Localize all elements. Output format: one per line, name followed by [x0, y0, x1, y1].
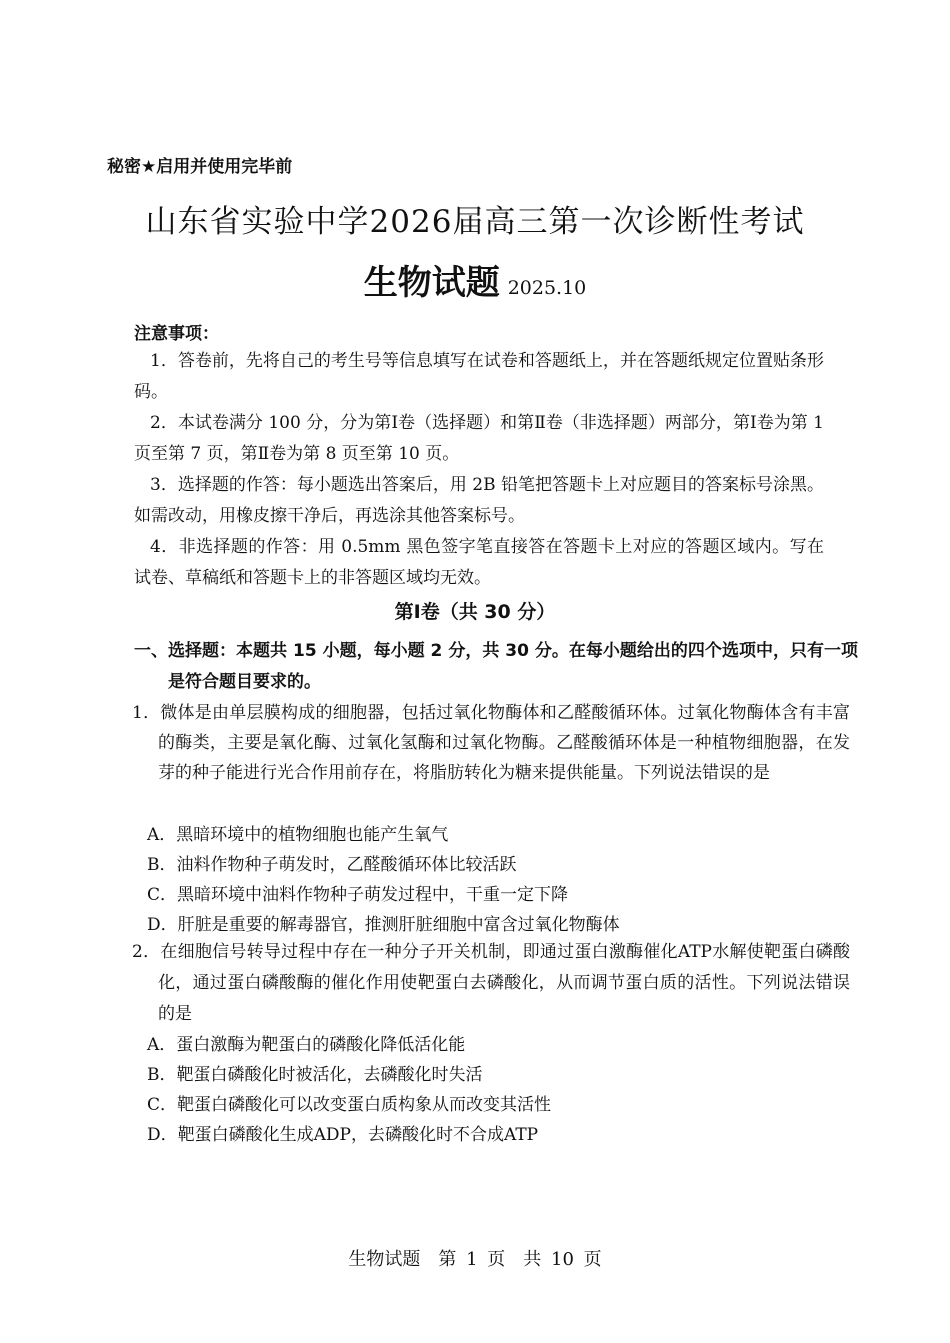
question-stem: 1．微体是由单层膜构成的细胞器，包括过氧化物酶体和乙醛酸循环体。过氧化物酶体含有丰富的酶类，主要是氧化酶、过氧化氢酶和过氧化物酶。乙醛酸循环体是一种植物细胞器，在发芽的种子能进行光合作用前存在，将脂肪转化为糖来提供能量。下列说法错误的是	[132, 703, 850, 783]
question-stem: 2．在细胞信号转导过程中存在一种分子开关机制，即通过蛋白激酶催化ATP水解使靶蛋白磷酸化，通过蛋白磷酸酶的催化作用使靶蛋白去磷酸化，从而调节蛋白质的活性。下列说法错误的是	[132, 942, 850, 1024]
question-option: B．油料作物种子萌发时，乙醛酸循环体比较活跃	[147, 855, 517, 875]
question-option: D．肝脏是重要的解毒器官，推测肝脏细胞中富含过氧化物酶体	[147, 915, 620, 935]
question-option: D．靶蛋白磷酸化生成ADP，去磷酸化时不合成ATP	[147, 1125, 539, 1145]
question-option: A．蛋白激酶为靶蛋白的磷酸化降低活化能	[147, 1035, 466, 1055]
note-item: 2．本试卷满分 100 分，分为第Ⅰ卷（选择题）和第Ⅱ卷（非选择题）两部分，第Ⅰ卷为第 1 页至第 7 页，第Ⅱ卷为第 8 页至第 10 页。	[134, 413, 824, 464]
exam-date: 2025.10	[507, 277, 587, 299]
subject-heading	[0, 255, 950, 304]
page-footer: 生物试题 第 1 页 共 10 页	[348, 1249, 602, 1270]
note-item: 3．选择题的作答：每小题选出答案后，用 2B 铅笔把答题卡上对应题目的答案标号涂黑。如需改动，用橡皮擦干净后，再选涂其他答案标号。	[134, 475, 824, 526]
question-option: C．靶蛋白磷酸化可以改变蛋白质构象从而改变其活性	[147, 1095, 552, 1115]
confidential-label: 秘密★启用并使用完毕前	[107, 157, 293, 177]
question-option: C．黑暗环境中油料作物种子萌发过程中，干重一定下降	[147, 885, 569, 905]
exam-title: 山东省实验中学2026届高三第一次诊断性考试	[145, 204, 805, 240]
question-option: B．靶蛋白磷酸化时被活化，去磷酸化时失活	[147, 1065, 483, 1085]
question-option: A．黑暗环境中的植物细胞也能产生氧气	[147, 825, 449, 845]
note-item: 4．非选择题的作答：用 0.5mm 黑色签字笔直接答在答题卡上对应的答题区域内。写在试卷、草稿纸和答题卡上的非答题区域均无效。	[134, 537, 824, 588]
part-title: 第Ⅰ卷（共 30 分）	[394, 601, 556, 623]
notes-title: 注意事项：	[134, 324, 219, 344]
section-instruction: 一、选择题：本题共 15 小题，每小题 2 分，共 30 分。在每小题给出的四个选项中，只有一项是符合题目要求的。	[134, 641, 858, 692]
subject-title: 生物试题	[363, 263, 500, 303]
note-item: 1．答卷前，先将自己的考生号等信息填写在试卷和答题纸上，并在答题纸规定位置贴条形码。	[134, 351, 824, 402]
